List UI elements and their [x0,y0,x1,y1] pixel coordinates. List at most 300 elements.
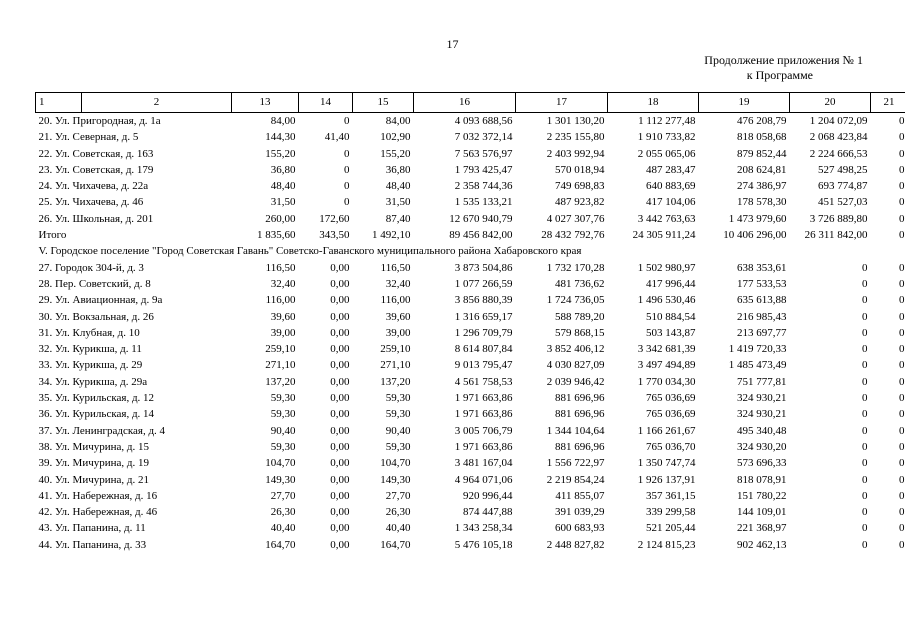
table-cell: 84,00 [385,115,411,127]
table-cell: 0 [862,359,868,372]
table-cell: 104,70 [380,457,411,470]
table-row [36,455,905,471]
table-cell: 116,00 [265,294,296,307]
table-cell: 4 964 071,06 [454,473,513,486]
table-cell: 0 [862,506,868,519]
table-cell: 31,50 [270,196,296,209]
table-cell: 1 971 663,86 [454,408,513,421]
table-cell: 339 299,58 [646,506,696,519]
table-row [36,439,905,455]
table-cell: 0,00 [330,326,350,339]
table-cell: 1 316 659,17 [454,310,513,323]
table-cell: 0 [344,147,350,160]
table-cell: 0 [344,163,350,176]
table-cell: 271,10 [380,359,411,372]
table-row [36,292,905,308]
column-header: 16 [414,93,516,113]
table-cell: 137,20 [265,375,296,388]
header-row [36,93,905,113]
table-cell: 324 930,21 [737,392,787,405]
table-cell: 1 419 720,33 [728,343,787,356]
table-cell: 221 368,97 [737,522,787,535]
table-cell: 0 [344,115,350,127]
table-cell: 8 614 807,84 [454,343,513,356]
page-number: 17 [446,37,459,51]
table-cell: 1 112 277,48 [638,115,696,127]
table-row [36,357,905,373]
total-row [36,227,905,243]
table-cell: 0 [862,375,868,388]
table-cell: 0,00 [330,489,350,502]
data-table [35,92,905,553]
table-cell: 0 [899,473,905,486]
table-cell: 274 386,97 [737,180,787,193]
table-cell: 0,00 [330,261,350,274]
table-cell: 0 [899,131,905,144]
table-cell: 0 [899,180,905,193]
table-cell: 343,50 [319,229,350,242]
table-cell: 1 926 137,91 [637,473,696,486]
table-cell: 0,00 [330,294,350,307]
table-cell: 48,40 [385,180,411,193]
table-cell: 2 403 992,94 [546,147,605,160]
table-cell: 1 301 130,20 [546,115,605,127]
table-cell: 0 [862,277,868,290]
table-cell: 0 [899,163,905,176]
table-cell: 2 055 065,06 [637,147,696,160]
table-cell: 0 [862,538,868,551]
table-cell: 1 350 747,74 [637,457,696,470]
table-row [36,504,905,520]
table-row [36,276,905,292]
table-row [36,162,905,178]
table-cell: 259,10 [265,343,296,356]
row-label: 38. Ул. Мичурина, д. 15 [38,440,149,453]
table-cell: 84,00 [270,115,296,127]
table-cell: 32,40 [385,277,411,290]
row-label: 40. Ул. Мичурина, д. 21 [38,473,149,486]
table-cell: 39,00 [385,326,411,339]
table-row [36,194,905,210]
table-row [36,260,905,276]
table-cell: 0 [862,440,868,453]
table-cell: 10 406 296,00 [723,229,787,242]
table-cell: 3 873 504,86 [454,261,513,274]
row-label: 24. Ул. Чихачева, д. 22а [38,180,149,193]
table-cell: 36,80 [270,163,296,176]
table-cell: 164,70 [380,538,411,551]
row-label: Итого [38,229,67,242]
table-cell: 4 561 758,53 [454,375,513,388]
table-cell: 1 343 258,34 [454,522,513,535]
table-cell: 3 342 681,39 [637,343,696,356]
table-cell: 0 [899,424,905,437]
table-cell: 1 732 170,28 [546,261,605,274]
table-cell: 1 835,60 [257,229,296,242]
row-label: 25. Ул. Чихачева, д. 46 [38,196,144,209]
table-cell: 417 996,44 [646,277,696,290]
table-cell: 24 305 911,24 [632,229,696,242]
row-label: 41. Ул. Набережная, д. 16 [38,489,158,502]
table-cell: 0 [862,392,868,405]
table-cell: 579 868,15 [555,326,605,339]
table-cell: 0 [899,506,905,519]
table-cell: 879 852,44 [737,147,787,160]
table-cell: 0 [862,457,868,470]
table-cell: 765 036,69 [646,392,696,405]
table-cell: 27,70 [270,489,296,502]
table-cell: 3 852 406,12 [546,343,605,356]
table-cell: 638 353,61 [737,261,787,274]
table-cell: 4 027 307,76 [546,212,605,225]
row-label: 39. Ул. Мичурина, д. 19 [38,457,149,470]
table-cell: 417 104,06 [646,196,696,209]
table-cell: 3 481 167,04 [454,457,513,470]
row-label: 23. Ул. Советская, д. 179 [38,163,154,176]
table-cell: 1 770 034,30 [637,375,696,388]
table-cell: 0 [862,522,868,535]
table-cell: 102,90 [380,131,411,144]
table-cell: 1 496 530,46 [637,294,696,307]
table-cell: 0,00 [330,440,350,453]
table-cell: 1 204 072,09 [809,115,868,127]
row-label: 30. Ул. Вокзальная, д. 26 [38,310,154,323]
table-cell: 0 [862,489,868,502]
table-cell: 0 [899,392,905,405]
table-cell: 59,30 [385,408,411,421]
table-cell: 0 [862,473,868,486]
table-cell: 0 [862,408,868,421]
table-cell: 881 696,96 [555,408,605,421]
row-label: 32. Ул. Курикша, д. 11 [38,343,142,356]
table-cell: 3 005 706,79 [454,424,513,437]
table-cell: 31,50 [385,196,411,209]
table-cell: 503 143,87 [646,326,696,339]
table-cell: 0 [899,375,905,388]
table-cell: 0 [862,326,868,339]
table-cell: 149,30 [265,473,296,486]
table-cell: 1 910 733,82 [637,131,696,144]
table-cell: 177 533,53 [737,277,787,290]
table-cell: 3 856 880,39 [454,294,513,307]
table-cell: 0 [899,440,905,453]
column-header: 20 [790,93,871,113]
table-cell: 208 624,81 [737,163,787,176]
table-row [36,129,905,145]
table-cell: 510 884,54 [646,310,696,323]
table-cell: 1 556 722,97 [546,457,605,470]
column-header: 14 [299,93,353,113]
table-cell: 0 [899,229,905,242]
table-cell: 1 793 425,47 [454,163,513,176]
table-row [36,423,905,439]
table-cell: 0,00 [330,473,350,486]
table-cell: 0 [862,424,868,437]
row-label: 29. Ул. Авиационная, д. 9а [38,294,163,307]
table-row [36,341,905,357]
table-cell: 1 166 261,67 [637,424,696,437]
table-cell: 48,40 [270,180,296,193]
table-cell: 920 996,44 [463,489,513,502]
table-cell: 87,40 [385,212,411,225]
table-cell: 155,20 [265,147,296,160]
table-cell: 26,30 [385,506,411,519]
table-row [36,146,905,162]
table-cell: 36,80 [385,163,411,176]
table-cell: 0 [899,489,905,502]
table-cell: 0,00 [330,343,350,356]
table-cell: 172,60 [319,212,350,225]
column-header: 13 [232,93,299,113]
table-cell: 1 485 473,49 [728,359,787,372]
table-cell: 28 432 792,76 [541,229,605,242]
table-cell: 0,00 [330,424,350,437]
table-cell: 0 [344,180,350,193]
table-cell: 155,20 [380,147,411,160]
table-cell: 39,60 [270,310,296,323]
table-cell: 573 696,33 [737,457,787,470]
table-row [36,325,905,341]
table-cell: 59,30 [385,440,411,453]
row-label: 37. Ул. Ленинградская, д. 4 [38,424,166,437]
table-cell: 144 109,01 [737,506,787,519]
table-cell: 178 578,30 [737,196,787,209]
table-cell: 3 497 494,89 [637,359,696,372]
table-row [36,537,905,553]
table-cell: 2 224 666,53 [809,147,868,160]
table-cell: 0,00 [330,277,350,290]
table-cell: 751 777,81 [737,375,787,388]
table-cell: 1 971 663,86 [454,392,513,405]
table-cell: 7 032 372,14 [454,131,513,144]
table-body [36,113,905,554]
table-cell: 357 361,15 [646,489,696,502]
table-cell: 3 442 763,63 [637,212,696,225]
row-label: 28. Пер. Советский, д. 8 [38,277,151,290]
table-cell: 588 789,20 [555,310,605,323]
row-label: 26. Ул. Школьная, д. 201 [38,212,154,225]
table-cell: 4 030 827,09 [546,359,605,372]
table-cell: 1 502 980,97 [637,261,696,274]
table-cell: 0 [899,326,905,339]
table-cell: 89 456 842,00 [449,229,513,242]
table-cell: 527 498,25 [818,163,868,176]
table-cell: 216 985,43 [737,310,787,323]
table-cell: 41,40 [324,131,350,144]
table-cell: 90,40 [385,424,411,437]
row-label: 44. Ул. Папанина, д. 33 [38,538,147,551]
table-cell: 59,30 [270,408,296,421]
table-cell: 1 492,10 [372,229,411,242]
row-label: 34. Ул. Курикша, д. 29а [38,375,148,388]
table-cell: 104,70 [265,457,296,470]
table-cell: 0 [862,310,868,323]
column-header: 17 [516,93,608,113]
table-cell: 1 724 736,05 [546,294,605,307]
table-cell: 411 855,07 [555,489,605,502]
table-row [36,178,905,194]
table-cell: 40,40 [270,522,296,535]
table-cell: 0 [862,294,868,307]
row-label: 42. Ул. Набережная, д. 46 [38,506,158,519]
table-cell: 40,40 [385,522,411,535]
row-label: 36. Ул. Курильская, д. 14 [38,408,155,421]
column-header: 1 [36,93,82,113]
row-label: 22. Ул. Советская, д. 163 [38,147,154,160]
table-cell: 635 613,88 [737,294,787,307]
table-cell: 0 [899,212,905,225]
column-header: 15 [353,93,414,113]
table-cell: 0 [862,261,868,274]
table-cell: 1 296 709,79 [454,326,513,339]
table-cell: 3 726 889,80 [809,212,868,225]
table-cell: 0,00 [330,538,350,551]
table-cell: 451 527,03 [818,196,868,209]
table-cell: 476 208,79 [737,115,787,127]
table-cell: 271,10 [265,359,296,372]
table-cell: 749 698,83 [555,180,605,193]
table-cell: 1 077 266,59 [454,277,513,290]
table-cell: 0 [899,343,905,356]
row-label: 21. Ул. Северная, д. 5 [38,131,139,144]
table-cell: 881 696,96 [555,392,605,405]
table-cell: 260,00 [265,212,296,225]
section-row [36,243,905,259]
table-cell: 600 683,93 [555,522,605,535]
table-cell: 59,30 [385,392,411,405]
table-cell: 2 358 744,36 [454,180,513,193]
table-cell: 1 971 663,86 [454,440,513,453]
table-cell: 0 [899,196,905,209]
table-cell: 213 697,77 [737,326,787,339]
table-cell: 39,00 [270,326,296,339]
table-row [36,374,905,390]
table-row [36,520,905,536]
table-cell: 149,30 [380,473,411,486]
table-cell: 144,30 [265,131,296,144]
table-cell: 0 [899,261,905,274]
table-row [36,472,905,488]
column-header: 18 [608,93,699,113]
table-cell: 2 448 827,82 [546,538,605,551]
table-cell: 818 058,68 [737,131,787,144]
table-cell: 0,00 [330,375,350,388]
table-cell: 32,40 [270,277,296,290]
table-row [36,113,905,130]
column-header: 2 [82,93,232,113]
table-row [36,488,905,504]
table-cell: 0 [899,538,905,551]
table-cell: 0,00 [330,408,350,421]
table-cell: 39,60 [385,310,411,323]
table-cell: 59,30 [270,392,296,405]
table-cell: 1 473 979,60 [728,212,787,225]
table-cell: 818 078,91 [737,473,787,486]
table-row [36,390,905,406]
table-cell: 324 930,20 [737,440,787,453]
table-cell: 487 283,47 [646,163,696,176]
table-cell: 12 670 940,79 [449,212,513,225]
table-cell: 2 219 854,24 [546,473,605,486]
column-header: 19 [699,93,790,113]
table-cell: 4 093 688,56 [454,115,513,127]
table-cell: 881 696,96 [555,440,605,453]
table-cell: 0 [899,294,905,307]
table-cell: 59,30 [270,440,296,453]
table-cell: 90,40 [270,424,296,437]
column-header: 21 [871,93,905,113]
continuation-line-1: Продолжение приложения № 1 [704,53,863,67]
table-cell: 481 736,62 [555,277,605,290]
table-cell: 116,00 [380,294,411,307]
table-cell: 0 [344,196,350,209]
table-cell: 765 036,69 [646,408,696,421]
table-cell: 0 [899,310,905,323]
row-label: 20. Ул. Пригородная, д. 1а [38,115,161,127]
table-cell: 7 563 576,97 [454,147,513,160]
table-cell: 0 [862,343,868,356]
table-cell: 2 039 946,42 [546,375,605,388]
table-cell: 324 930,21 [737,408,787,421]
table-cell: 765 036,70 [646,440,696,453]
table-cell: 9 013 795,47 [454,359,513,372]
table-cell: 116,50 [380,261,411,274]
row-label: 33. Ул. Курикша, д. 29 [38,359,143,372]
table-cell: 693 774,87 [818,180,868,193]
table-cell: 2 235 155,80 [546,131,605,144]
row-label: 35. Ул. Курильская, д. 12 [38,392,155,405]
table-cell: 259,10 [380,343,411,356]
table-cell: 0 [899,457,905,470]
table-cell: 640 883,69 [646,180,696,193]
table-cell: 391 039,29 [555,506,605,519]
table-cell: 137,20 [380,375,411,388]
table-cell: 151 780,22 [737,489,787,502]
table-cell: 0,00 [330,522,350,535]
table-cell: 0,00 [330,392,350,405]
table-cell: 0 [899,359,905,372]
table-cell: 0 [899,147,905,160]
table-cell: 0,00 [330,310,350,323]
continuation-line-2: к Программе [746,68,813,82]
table-cell: 164,70 [265,538,296,551]
table-cell: 116,50 [265,261,296,274]
section-title: V. Городское поселение "Город Советская Гавань" Советско-Гаванского муниципального района Хабаровского края [38,245,582,258]
table-cell: 0,00 [330,457,350,470]
table-cell: 1 535 133,21 [454,196,513,209]
row-label: 27. Городок 304-й, д. 3 [38,261,144,274]
row-label: 31. Ул. Клубная, д. 10 [38,326,140,339]
row-label: 43. Ул. Папанина, д. 11 [38,522,146,535]
table-cell: 0 [899,277,905,290]
table-cell: 26 311 842,00 [804,229,868,242]
table-cell: 0,00 [330,359,350,372]
table-cell: 495 340,48 [737,424,787,437]
table-cell: 2 068 423,84 [809,131,868,144]
table-cell: 487 923,82 [555,196,605,209]
table-cell: 874 447,88 [463,506,513,519]
table-cell: 0 [899,408,905,421]
table-cell: 0 [899,115,905,127]
table-cell: 2 124 815,23 [637,538,696,551]
table-cell: 521 205,44 [646,522,696,535]
table-cell: 0 [899,522,905,535]
table-cell: 1 344 104,64 [546,424,605,437]
table-cell: 570 018,94 [555,163,605,176]
table-cell: 902 462,13 [737,538,787,551]
table-row [36,309,905,325]
table-cell: 0,00 [330,506,350,519]
